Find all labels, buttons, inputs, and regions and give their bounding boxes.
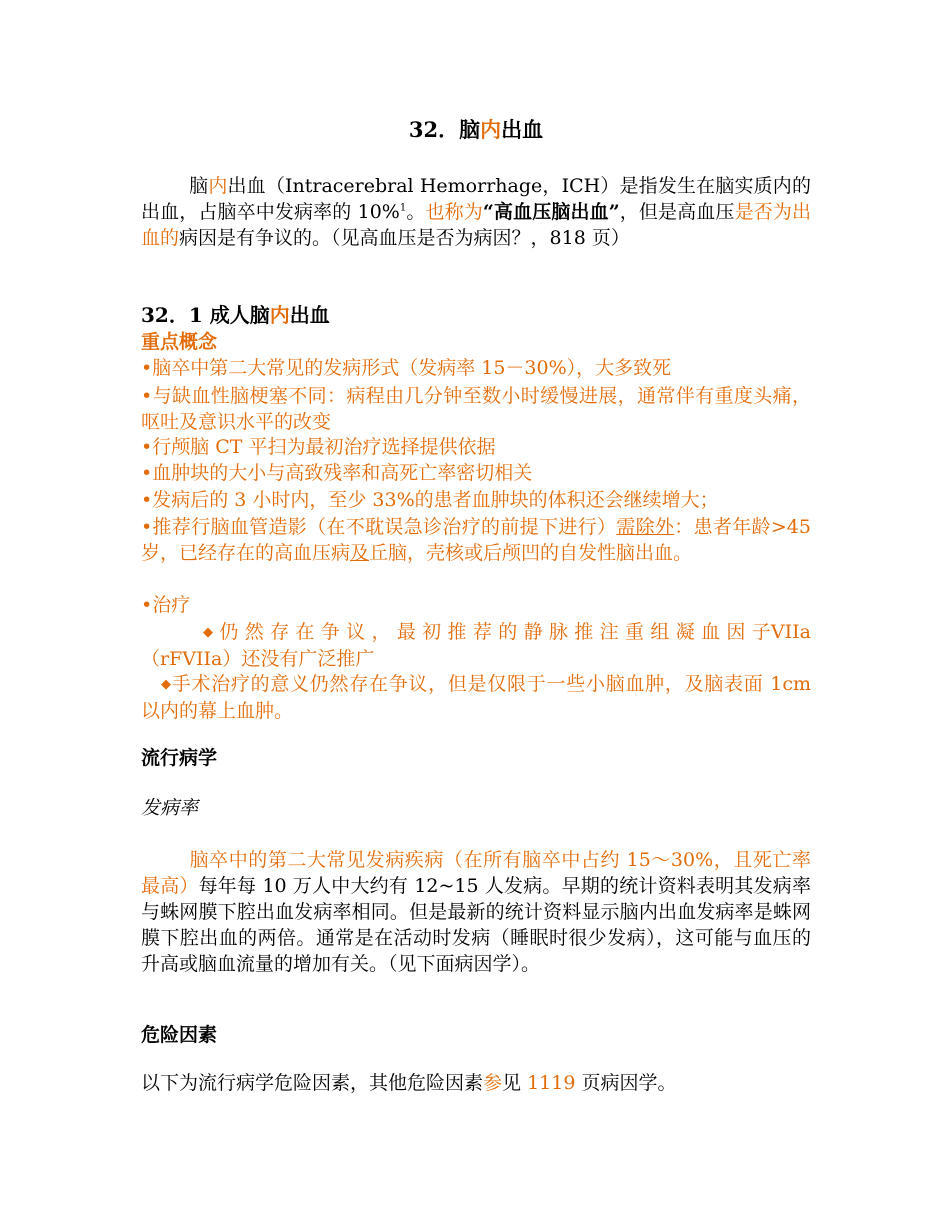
list-item: •血肿块的大小与高致残率和高死亡率密切相关 — [141, 462, 533, 484]
list-item: •推荐行脑血管造影（在不耽误急诊治疗的前提下进行）需除外：患者年龄>45 岁，已经存在的高血压病及丘脑，壳核或后颅凹的自发性脑出血。 — [141, 516, 811, 564]
diamond-bullet-icon: ◆ — [161, 677, 172, 692]
risk-factors-paragraph: 以下为流行病学危险因素，其他危险因素参见 1119 页病因学。 — [141, 1072, 677, 1094]
diamond-bullet-icon: ◆ — [203, 625, 214, 640]
list-item: •与缺血性脑梗塞不同：病程由几分钟至数小时缓慢进展，通常伴有重度头痛，呕吐及意识水平的改变 — [141, 385, 811, 433]
page-title: 32．脑内出血 — [408, 117, 544, 142]
list-item: •行颅脑 CT 平扫为最初治疗选择提供依据 — [141, 436, 496, 458]
risk-factors-heading: 危险因素 — [141, 1024, 218, 1046]
section-title: 32．1 成人脑内出血 — [141, 303, 330, 327]
list-item: •发病后的 3 小时内，至少 33%的患者血肿块的体积还会继续增大； — [141, 489, 719, 511]
epidemiology-heading: 流行病学 — [141, 747, 218, 769]
list-item: •治疗 — [141, 594, 191, 616]
intro-paragraph: 脑内出血（Intracerebral Hemorrhage，ICH）是指发生在脑实质内的出血，占脑卒中发病率的 10%$^1$。也称为“高血压脑出血”，但是高血压是否为出血的病因是有争议的。（见高血压是否为病因？，818 页） — [141, 175, 811, 249]
incidence-subheading: 发病率 — [141, 797, 199, 819]
key-concepts-heading: 重点概念 — [141, 331, 218, 353]
epidemiology-paragraph: 脑卒中的第二大常见发病疾病（在所有脑卒中占约 15～30%，且死亡率最高）每年每 10 万人中大约有 12~15 人发病。早期的统计资料表明其发病率与蛛网膜下腔出血发病率相同。但是最新的统计资料显示脑内出血发病率是蛛网膜下腔出血的两倍。通常是在活动时发病（睡眠时很少发病），这可能与血压的升高或脑血流量的增加有关。（见下面病因学）。 — [141, 849, 811, 975]
sub-list-item: ◆手术治疗的意义仍然存在争议，但是仅限于一些小脑血肿，及脑表面 1cm 以内的幕上血肿。 — [141, 673, 811, 722]
sub-list-item: ◆ 仍 然 存 在 争 议 ， 最 初 推 荐 的 静 脉 推 注 重 组 凝 血 因 子VIIa（rFVIIa）还没有广泛推广 — [141, 621, 811, 670]
list-item: •脑卒中第二大常见的发病形式（发病率 15－30%），大多致死 — [141, 357, 672, 379]
